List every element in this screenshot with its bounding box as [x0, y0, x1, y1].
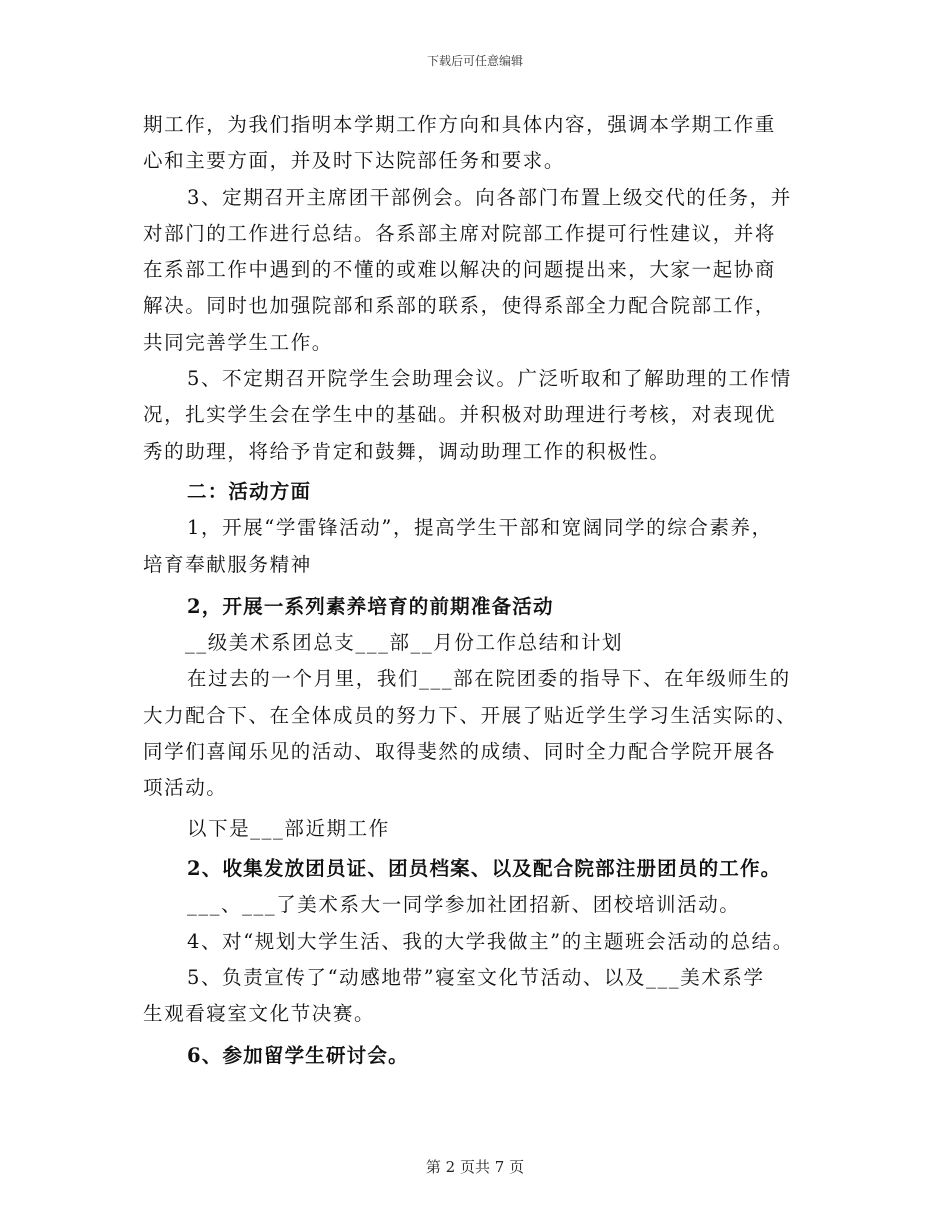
paragraph-line: 在过去的一个月里，我们___部在院团委的指导下、在年级师生的 — [187, 667, 791, 691]
paragraph-line: 况，扎实学生会在学生中的基础。并积极对助理进行考核，对表现优 — [143, 403, 777, 427]
paragraph-line: 在系部工作中遇到的不懂的或难以解决的问题提出来，大家一起协商 — [143, 258, 777, 282]
paragraph-line: 5、负责宣传了“动感地带”寝室文化节活动、以及___美术系学 — [187, 965, 765, 989]
page-footer: 第 2 页共 7 页 — [425, 1158, 525, 1176]
paragraph-line: 大力配合下、在全体成员的努力下、开展了贴近学生学习生活实际的、 — [143, 703, 798, 727]
paragraph-line: 心和主要方面，并及时下达院部任务和要求。 — [143, 149, 566, 173]
paragraph-line: 以下是___部近期工作 — [187, 816, 390, 840]
paragraph-line: __级美术系团总支___部__月份工作总结和计划 — [185, 631, 624, 655]
paragraph-line: 培育奉献服务精神 — [143, 552, 312, 576]
paragraph-line: 同学们喜闻乐见的活动、取得斐然的成绩、同时全力配合学院开展各 — [143, 740, 777, 764]
bold-item: 6、参加留学生研讨会。 — [187, 1044, 409, 1068]
bold-item: 2，开展一系列素养培育的前期准备活动 — [187, 594, 554, 618]
section-heading: 二：活动方面 — [187, 479, 312, 503]
paragraph-line: 1，开展“学雷锋活动”，提高学生干部和宽阔同学的综合素养， — [187, 516, 773, 540]
paragraph-line: 5、不定期召开院学生会助理会议。广泛听取和了解助理的工作情 — [187, 367, 792, 391]
paragraph-line: 3、定期召开主席团干部例会。向各部门布置上级交代的任务，并 — [187, 185, 792, 209]
paragraph-line: 项活动。 — [143, 776, 228, 800]
page-header: 下载后可任意编辑 — [426, 54, 523, 68]
paragraph-line: ___、___了美术系大一同学参加社团招新、团校培训活动。 — [187, 893, 741, 917]
paragraph-line: 共同完善学生工作。 — [143, 330, 333, 354]
paragraph-line: 生观看寝室文化节决赛。 — [143, 1002, 376, 1026]
paragraph-line: 对部门的工作进行总结。各系部主席对院部工作提可行性建议，并将 — [143, 221, 777, 245]
paragraph-line: 秀的助理，将给予肯定和鼓舞，调动助理工作的积极性。 — [143, 439, 671, 463]
paragraph-line: 期工作，为我们指明本学期工作方向和具体内容，强调本学期工作重 — [143, 113, 777, 136]
paragraph-line: 4、对“规划大学生活、我的大学我做主”的主题班会活动的总结。 — [187, 929, 794, 953]
document-body — [143, 107, 823, 1075]
paragraph-line: 解决。同时也加强院部和系部的联系，使得系部全力配合院部工作， — [143, 294, 777, 318]
bold-item: 2、收集发放团员证、团员档案、以及配合院部注册团员的工作。 — [187, 856, 782, 880]
